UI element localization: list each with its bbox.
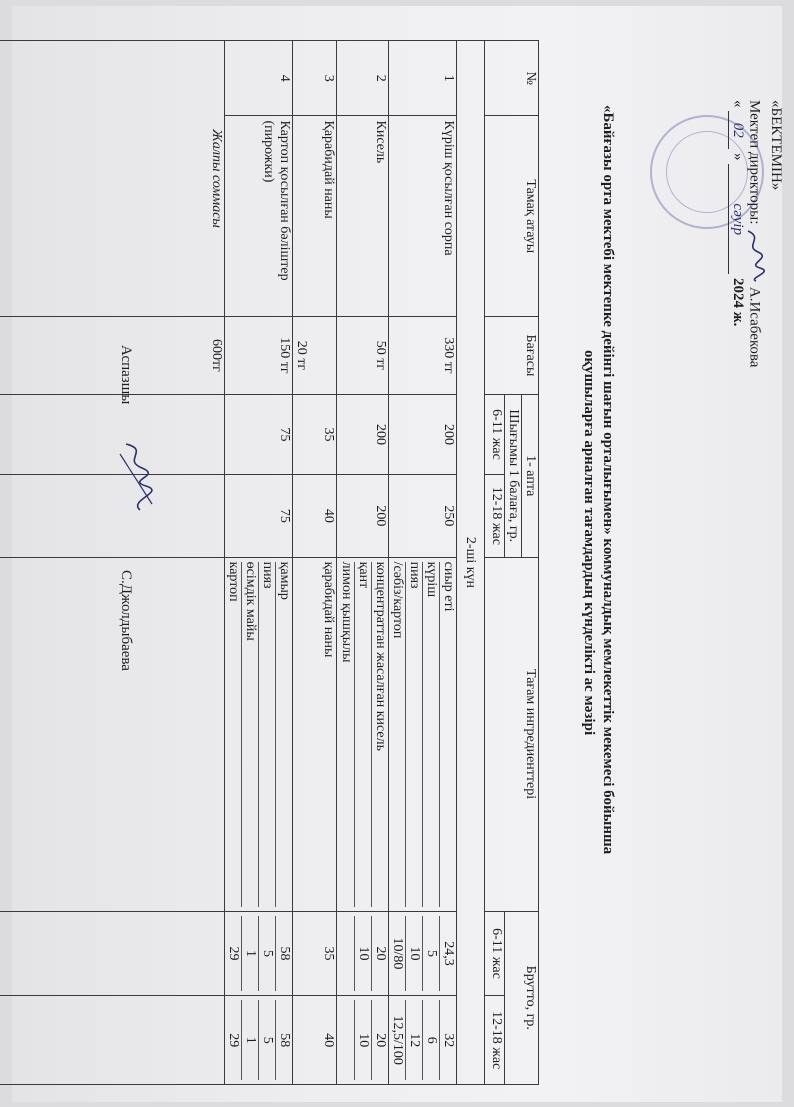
cook-name: С.Джолдыбаева — [118, 570, 134, 671]
header-portion-age2: 12-18 жас — [485, 475, 505, 558]
table-row: 2 Кисель 50 тг 200 200 концентраттан жасалған кисель қант лимон қышқылы 20 10 20 10 — [337, 41, 389, 1085]
date-day: 02 — [728, 111, 746, 149]
director-label: Мектеп директоры: — [746, 100, 763, 225]
date-month: сәуір — [728, 164, 746, 274]
total-row — [0, 41, 225, 1085]
header-brutto-age2: 12-18 жас — [485, 996, 505, 1085]
ingredient-list: сиыр еті күріш пияз /сәбіз/картоп — [389, 557, 457, 911]
total-label: Жалпы соммасы — [0, 41, 225, 317]
header-portion: Шығымы 1 балаға, гр. — [505, 394, 522, 557]
total-value: 600тг — [0, 317, 225, 395]
header-portion-age1: 6-11 жас — [485, 394, 505, 474]
menu-table — [0, 40, 539, 1085]
org-name: «БЕКТЕМІН» — [768, 100, 784, 191]
header-brutto-age1: 6-11 жас — [485, 911, 505, 996]
cook-signature — [116, 440, 156, 515]
day-label: 2-ші күн — [457, 41, 485, 1085]
header-dish-name: Тамақ атауы — [485, 116, 539, 317]
header-brutto: Брутто, гр. — [505, 911, 539, 1084]
header-number: № — [485, 41, 539, 116]
document-title: «Байғазы орта мектебі мектепке дейінгі шағын орталығымен» коммуналдық мемлекеттік мекемесі бойынша — [600, 105, 616, 855]
header-week: 1- апта — [522, 394, 539, 557]
table-row: 1 Күріш қосылған сорпа 330 тг 200 250 сиыр еті күріш пияз /сәбіз/картоп 24,3 5 10 10/80 32 6 12 12,5/100 — [389, 41, 457, 1085]
director-name: А.Исабекова — [746, 286, 763, 368]
ingredient-list: концентраттан жасалған кисель қант лимон қышқылы — [337, 557, 389, 911]
date-year: 2024 ж. — [730, 278, 746, 327]
table-row: 3 Қарабидай наны 20 тг 35 40 қарабидай наны 35 40 — [293, 41, 337, 1085]
cook-label: Аспазшы — [118, 345, 134, 405]
header-price: Бағасы — [485, 317, 539, 395]
header-ingredients: Тағам ингредиенттері — [485, 557, 539, 911]
table-row: 4 Картоп қосылған бәліштер (пирожки) 150 тг 75 75 қамыр пияз өсімдік майы картоп 58 5 1 29 58 5 1 29 — [225, 41, 293, 1085]
approval-date: « 02 » сәуір 2024 ж. — [730, 100, 746, 327]
document-subtitle: оқушыларға арналған тағамдардың күнделікті ас мәзірі — [581, 350, 597, 736]
ingredient-list: қамыр пияз өсімдік майы картоп — [225, 557, 293, 911]
